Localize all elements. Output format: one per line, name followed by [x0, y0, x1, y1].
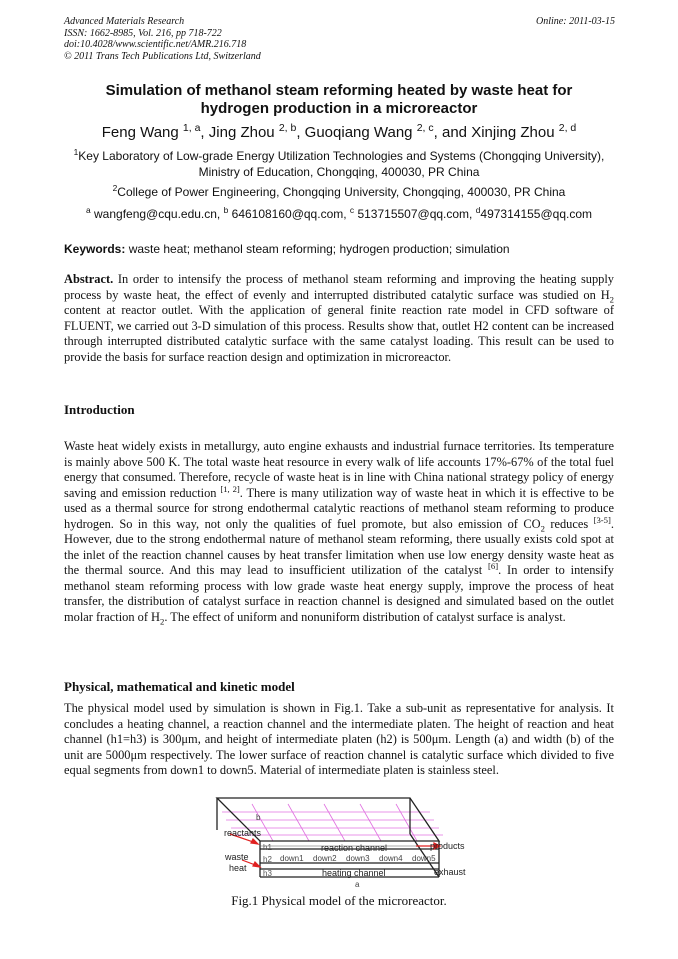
title-line-2: hydrogen production in a microreactor	[200, 100, 478, 117]
segment-label-5: down5	[412, 854, 436, 863]
issn: ISSN: 1662-8985, Vol. 216, pp 718-722	[64, 27, 222, 39]
body-text: reduces	[544, 516, 594, 531]
label-h1: h1	[263, 843, 272, 852]
and-word: and	[441, 124, 468, 141]
keywords-text: waste heat; methanol steam reforming; hydrogen production; simulation	[128, 242, 510, 256]
author-sup: 1, a	[182, 122, 201, 134]
author-name: Guoqiang Wang	[304, 124, 413, 141]
affiliation-1	[64, 148, 614, 180]
label-a: a	[355, 880, 360, 889]
figure-1	[200, 794, 490, 894]
model-paragraph: The physical model used by simulation is shown in Fig.1. Take a sub-unit as representative for analysis. It concludes a heating channel, a reaction channel and the intermediate platen. The height of reaction and heat channel (h1=h3) is 300μm, and height of intermediate platen (h2) is 500μm. Length (a) and width (b) of the unit are 5000μm respectively. The lower surface of reaction channel is catalytic surface which divided to five equal segments from down1 to down5. Material of intermediate platen is stainless steel.	[64, 701, 614, 777]
aff2-text: College of Power Engineering, Chongqing University, Chongqing, 400030, PR China	[117, 185, 566, 199]
body-text: . There is many utilization way of waste heat in which it is effective to be used as a thermal source for strong endothermal catalytic reactions of methanol steam reforming to produce hydrogen. So in this way, not only the qualities of fuel promote, but also emission of CO	[64, 485, 615, 531]
email-sup: a	[85, 205, 91, 215]
aff-sup: 1	[73, 147, 79, 157]
label-b: b	[256, 813, 261, 822]
author-sup: 2, d	[558, 122, 577, 134]
label-waste: waste	[225, 852, 249, 862]
aff-sup: 2	[112, 183, 118, 193]
paper-title	[64, 82, 614, 118]
microreactor-diagram	[200, 794, 490, 894]
email-sup: b	[223, 205, 229, 215]
citation: [3-5]	[593, 514, 611, 525]
label-reactants: reactants	[224, 828, 262, 838]
citation: [1, 2]	[220, 483, 240, 494]
doi: doi:10.4028/www.scientific.net/AMR.216.718	[64, 39, 247, 50]
email-sup: d	[475, 205, 481, 215]
subscript: 2	[160, 615, 165, 626]
label-heat: heat	[229, 863, 247, 873]
online-date: Online: 2011-03-15	[536, 16, 615, 27]
email-sup: c	[349, 205, 355, 215]
copyright: © 2011 Trans Tech Publications Ltd, Switzerland	[64, 50, 261, 62]
email-d: 497314155@qq.com	[480, 207, 593, 221]
label-reaction-channel: reaction channel	[321, 843, 388, 853]
aff1-line2: Ministry of Education, Chongqing, 400030, PR China	[198, 165, 480, 179]
title-line-1: Simulation of methanol steam reforming heated by waste heat for	[105, 82, 573, 99]
segment-label-4: down4	[379, 854, 403, 863]
author-name: Jing Zhou	[208, 124, 275, 141]
introduction-paragraph	[64, 439, 614, 625]
figure-caption: Fig.1 Physical model of the microreactor.	[231, 893, 447, 908]
section-heading-introduction: Introduction	[64, 402, 135, 417]
label-h2: h2	[263, 855, 272, 864]
abstract	[64, 272, 614, 365]
email-c: 513715507@qq.com,	[357, 207, 473, 221]
body-text: Waste heat widely exists in metallurgy, auto engine exhausts and industrial furnace territories. Its temperature is mainly above 500 K. The total waste heat resource in every walk of life accounts 17%-67% of the total fuel energy that consumed. Therefore, recycle of waste heat is in line with China national strategy policy of energy saving and emission reduction	[64, 439, 614, 500]
email-b: 646108160@qq.com,	[231, 207, 347, 221]
journal-header	[64, 16, 261, 62]
email-line	[64, 206, 614, 222]
body-text: . In order to intensify methanol steam reforming process with low grade waste heat energy supply, improve the process of heat transfer, the distribution of catalyst surface in reaction channel is designed and simulated based on the outlet molar fraction of H	[64, 563, 614, 624]
author-list: Feng Wang $^{1, a}$, Jing Zhou $^{2, b}$, Guoqiang Wang $^{2, c}$, and Xinjing Zhou $^{2, d}$	[101, 122, 577, 141]
author-sup: 2, c	[416, 122, 434, 134]
segment-label-3: down3	[346, 854, 370, 863]
subscript: 2	[540, 522, 545, 533]
body-text: . However, due to the strong endothermal nature of methanol steam reforming, there usually exists cold spot at the inlet of the reaction channel causes by heat transfer limitation when use low energy density waste heat as the thermal source. And this may lead to insufficient utilization of the catalyst	[64, 516, 614, 577]
abstract-text: content at reactor outlet. With the application of general finite reaction rate model in CFD software of FLUENT, we carried out 3-D simulation of this process. Results show that, outlet H2 content can be increased through interrupted distributed catalytic surface with the same catalyst loading. This result can be used to provide the basis for surface reaction design and optimization in microreactor.	[64, 303, 614, 364]
abstract-text: In order to intensify the process of methanol steam reforming and improving the heating supply process by waste heat, the effect of evenly and interrupted distributed catalytic surface was studied on H	[64, 272, 614, 302]
author-sup: 2, b	[278, 122, 297, 134]
citation: [6]	[488, 560, 499, 571]
email-a: wangfeng@cqu.edu.cn,	[94, 207, 221, 221]
label-products: products	[430, 841, 465, 851]
affiliation-2	[64, 184, 614, 200]
segment-label-2: down2	[313, 854, 337, 863]
abstract-label: Abstract.	[64, 272, 114, 286]
segment-labels	[280, 854, 436, 863]
author-name: Xinjing Zhou	[471, 124, 555, 141]
body-text: . The effect of uniform and nonuniform distribution of catalyst surface is analyst.	[164, 609, 566, 624]
section-heading-model: Physical, mathematical and kinetic model	[64, 679, 295, 694]
label-h3: h3	[263, 869, 272, 878]
keywords-label: Keywords:	[64, 242, 126, 256]
label-exhaust: exhaust	[434, 867, 466, 877]
keywords	[64, 242, 510, 256]
journal-name: Advanced Materials Research	[64, 16, 185, 27]
author-name: Feng Wang	[101, 124, 179, 141]
subscript: 2	[609, 293, 614, 304]
aff1-line1: Key Laboratory of Low-grade Energy Utilization Technologies and Systems (Chongqing University),	[78, 149, 605, 163]
label-heating-channel: heating channel	[322, 868, 386, 878]
segment-label-1: down1	[280, 854, 304, 863]
